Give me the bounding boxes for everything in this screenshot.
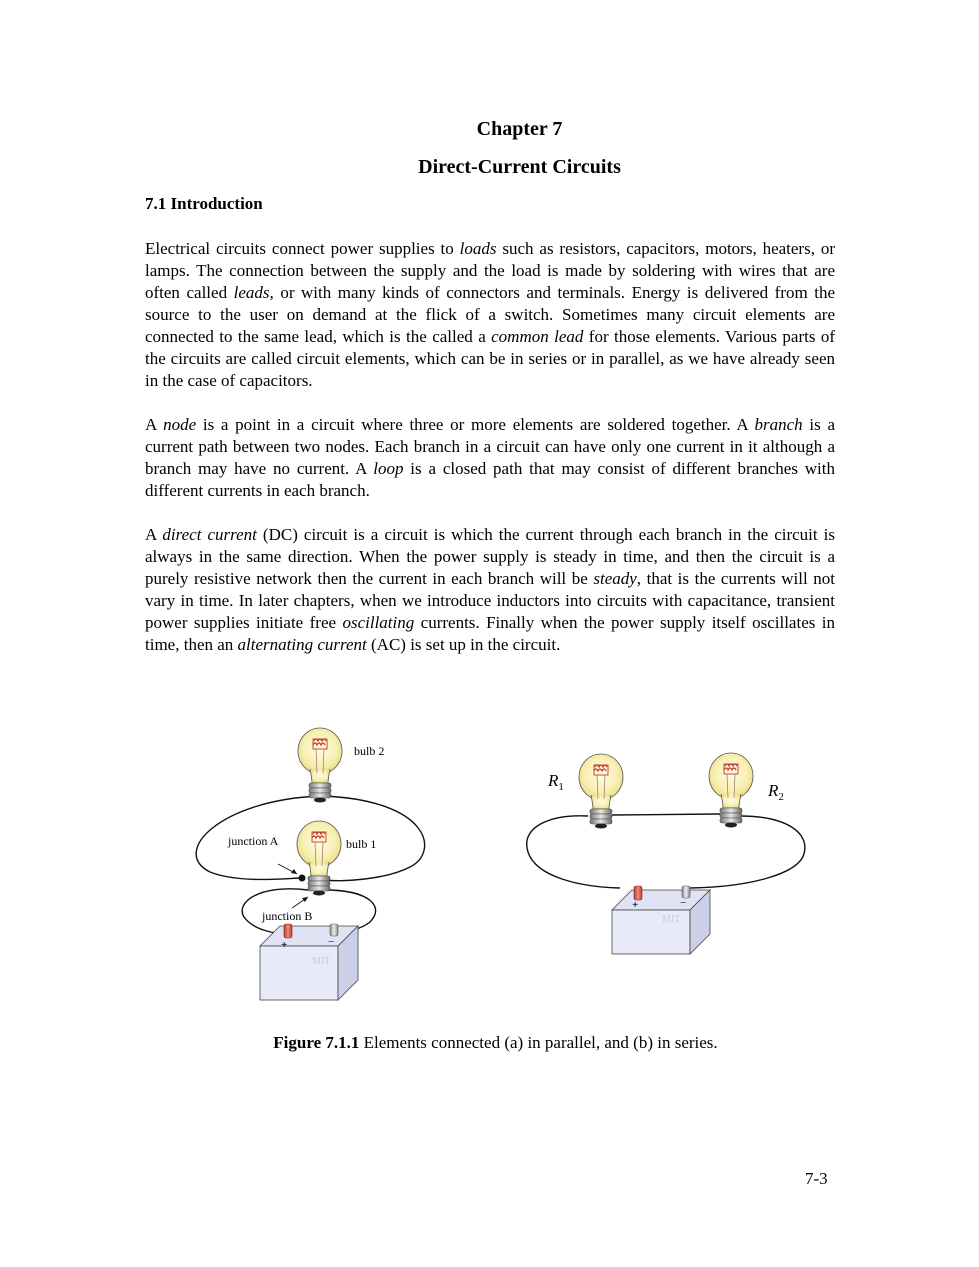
battery-b [612,886,710,954]
paragraph-node-branch-loop: A node is a point in a circuit where three or more elements are soldered together. A branch is a current path between two nodes. Each branch in a circuit can have only one current in it although a branch may have no current. A loop is a closed path that may consist of different branches with different currents in each branch. [145,415,836,500]
figure-caption [0,1032,979,1054]
battery-a-plus: + [281,939,288,951]
page-number: 7-3 [805,1169,828,1188]
term-direct-current: direct current [162,525,257,544]
battery-a-positive-terminal [284,924,292,938]
paragraph-intro: Electrical circuits connect power supplies to loads such as resistors, capacitors, motors, heaters, or lamps. The connection between the supply and the load is made by soldering with wires that are often called leads, or with many kinds of connectors and terminals. Energy is delivered from the source to the user on demand at the flick of a switch. Sometimes many circuit elements are connected to the same lead, which is the called a common lead for those elements. Various parts of the circuits are called circuit elements, which can be in series or in parallel, as we have already seen in the case of capacitors. [145,239,835,390]
battery-a [260,924,358,1000]
wire-series-loop [527,816,805,888]
term-node: node [163,415,197,434]
term-loop: loop [373,459,404,478]
figure-circuits [180,712,820,1012]
figure-caption-label: Figure 7.1.1 [273,1033,360,1052]
chapter-title: Direct-Current Circuits [418,156,621,178]
bulb-1 [297,821,341,896]
chapter-number: Chapter 7 [476,118,563,140]
term-alternating-current: alternating current [237,635,367,654]
bulb-2-label: bulb 2 [354,744,385,758]
parallel-circuit [196,728,424,1000]
series-circuit [527,753,805,954]
junction-a-dot [299,875,306,882]
battery-b-positive-terminal [634,886,642,900]
battery-a-negative-terminal [330,924,338,936]
battery-a-minus: − [328,936,335,948]
junction-a-label: junction A [228,834,279,848]
term-loads: loads [459,239,497,258]
term-common-lead: common lead [491,327,584,346]
battery-b-plus: + [632,899,639,911]
battery-b-minus: − [680,897,687,909]
term-steady: steady [593,569,637,588]
battery-b-brand: MIT [662,914,681,925]
paragraph-dc-ac: A direct current (DC) circuit is a circuit is which the current through each branch in the circuit is always in the same direction. When the power supply is steady in time, and then the circuit is a purely resistive network then the current in each branch will be steady, that is the currents will not vary in time. In later chapters, when we introduce inductors into circuits with capacitance, transient power supplies initiate free oscillating currents. Finally when the power supply itself oscillates in time, then an alternating current (AC) is set up in the circuit. [145,525,836,654]
battery-a-brand: MIT [312,956,331,967]
wire-between-bulbs [612,814,720,815]
term-branch: branch [754,415,803,434]
r2-label: $R_2$ [768,781,784,803]
r1-label: $R_1$ [548,771,564,793]
figure-caption-text: Elements connected (a) in parallel, and (b) in series. [359,1033,718,1052]
bulb-2 [298,728,342,803]
term-oscillating: oscillating [342,613,415,632]
bulb-1-label: bulb 1 [346,837,377,851]
bulb-r1 [579,754,623,829]
term-leads: leads [233,283,270,302]
section-heading: 7.1 Introduction [145,194,263,213]
junction-b-label: junction B [262,909,313,923]
